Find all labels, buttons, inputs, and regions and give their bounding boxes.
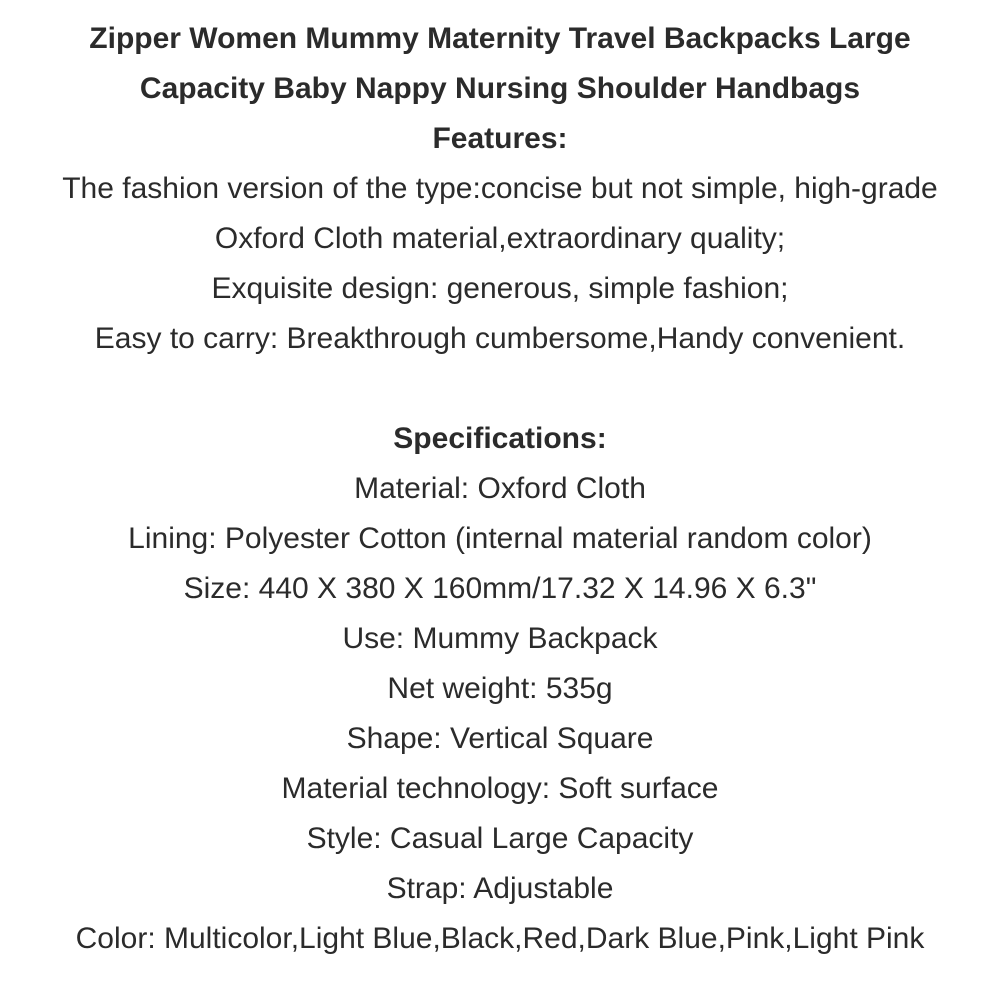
spec-net-weight: Net weight: 535g	[387, 672, 613, 705]
spec-shape: Shape: Vertical Square	[346, 722, 654, 755]
spec-use: Use: Mummy Backpack	[342, 622, 658, 655]
specifications-heading: Specifications:	[393, 422, 607, 455]
spec-style: Style: Casual Large Capacity	[306, 822, 694, 855]
feature-line: Oxford Cloth material,extraordinary quality;	[214, 222, 786, 255]
spec-color: Color: Multicolor,Light Blue,Black,Red,Dark Blue,Pink,Light Pink	[75, 922, 925, 955]
features-heading: Features:	[432, 122, 568, 155]
spec-material: Material: Oxford Cloth	[354, 472, 646, 505]
feature-line: Exquisite design: generous, simple fashion;	[211, 272, 789, 305]
title-line-1: Zipper Women Mummy Maternity Travel Backpacks Large	[89, 22, 911, 55]
spec-lining: Lining: Polyester Cotton (internal material random color)	[128, 522, 872, 555]
title-line-2: Capacity Baby Nappy Nursing Shoulder Handbags	[139, 72, 861, 105]
product-description	[0, 14, 1000, 964]
feature-line: The fashion version of the type:concise but not simple, high-grade	[62, 172, 938, 205]
section-spacer	[0, 364, 1000, 414]
spec-strap: Strap: Adjustable	[386, 872, 614, 905]
spec-size: Size: 440 X 380 X 160mm/17.32 X 14.96 X 6.3"	[183, 572, 817, 605]
spec-material-technology: Material technology: Soft surface	[281, 772, 719, 805]
feature-line: Easy to carry: Breakthrough cumbersome,Handy convenient.	[94, 322, 906, 355]
